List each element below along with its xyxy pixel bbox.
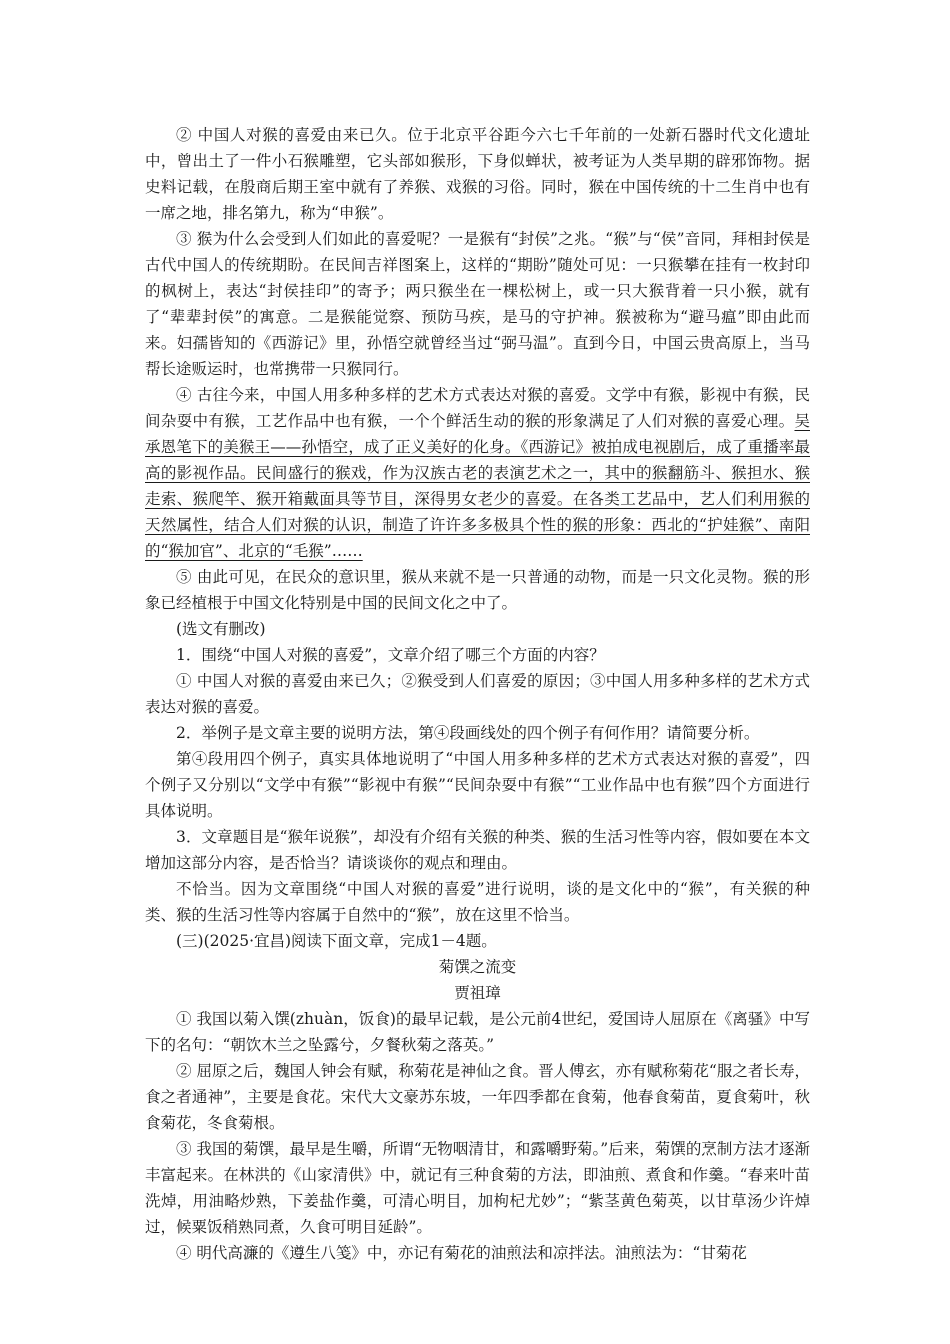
paragraph-4-intro: ④ 古往今来，中国人用多种多样的艺术方式表达对猴的喜爱。文学中有猴，影视中有猴，民间杂耍中有猴，工艺作品中也有猴，一个个鲜活生动的猴的形象满足了人们对猴的喜爱心理。 [145,386,810,430]
paragraph-4-underlined-examples: 吴承恩笔下的美猴王——孙悟空，成了正义美好的化身。《西游记》被拍成电视剧后，成了重播率最高的影视作品。民间盛行的猴戏，作为汉族古老的表演艺术之一，其中的猴翻筋斗、猴担水、猴走索、猴爬竿、猴开箱戴面具等节目，深得男女老少的喜爱。在各类工艺品中，艺人们利用猴的天然属性，结合人们对猴的认识，制造了许许多多极具个性的猴的形象：西北的“护娃猴”、南阳的“猴加官”、北京的“毛猴”…… [145,412,810,560]
article-paragraph-4: ④ 明代高濂的《遵生八笺》中，亦记有菊花的油煎法和凉拌法。油煎法为：“甘菊花 [176,1244,747,1262]
article-paragraph-3: ③ 我国的菊馔，最早是生嚼，所谓“无物咽清甘，和露嚼野菊。”后来，菊馔的烹制方法才逐渐丰富起来。在林洪的《山家清供》中，就记有三种食菊的方法，即油煎、煮食和作羹。“春来叶苗洗焯，用油略炒熟，下姜盐作羹，可清心明目，加枸杞尤妙”；“紫茎黄色菊英，以甘草汤少许焯过，候粟饭稍熟同煮，久食可明目延龄”。 [145,1140,810,1236]
article-author: 贾祖璋 [454,984,501,1002]
paragraph-2: ② 中国人对猴的喜爱由来已久。位于北京平谷距今六七千年前的一处新石器时代文化遗址中，曾出土了一件小石猴雕塑，它头部如猴形，下身似蝉状，被考证为人类早期的辟邪饰物。据史料记载，在殷商后期王室中就有了养猴、戏猴的习俗。同时，猴在中国传统的十二生肖中也有一席之地，排名第九，称为“申猴”。 [145,126,810,222]
answer-3: 不恰当。因为文章围绕“中国人对猴的喜爱”进行说明，谈的是文化中的“猴”，有关猴的种类、猴的生活习性等内容属于自然中的“猴”，放在这里不恰当。 [145,880,810,924]
article-title: 菊馔之流变 [438,958,517,976]
answer-2: 第④段用四个例子，真实具体地说明了“中国人用多种多样的艺术方式表达对猴的喜爱”，四个例子又分别以“文学中有猴”“影视中有猴”“民间杂耍中有猴”“工业作品中也有猴”四个方面进行具体说明。 [145,750,810,820]
answer-1: ① 中国人对猴的喜爱由来已久；②猴受到人们喜爱的原因；③中国人用多种多样的艺术方式表达对猴的喜爱。 [145,672,810,716]
question-3: 3．文章题目是“猴年说猴”，却没有介绍有关猴的种类、猴的生活习性等内容，假如要在本文增加这部分内容，是否恰当？请谈谈你的观点和理由。 [145,828,810,872]
section-3-heading: (三)(2025·宜昌)阅读下面文章，完成1－4题。 [176,932,497,950]
document-page [145,122,810,1266]
paragraph-5: ⑤ 由此可见，在民众的意识里，猴从来就不是一只普通的动物，而是一只文化灵物。猴的形象已经植根于中国文化特别是中国的民间文化之中了。 [145,568,810,612]
question-1: 1．围绕“中国人对猴的喜爱”，文章介绍了哪三个方面的内容？ [176,646,605,664]
article-paragraph-2: ② 屈原之后，魏国人钟会有赋，称菊花是神仙之食。晋人傅玄，亦有赋称菊花“服之者长寿，食之者通神”，主要是食花。宋代大文豪苏东坡，一年四季都在食菊，他春食菊苗，夏食菊叶，秋食菊花，冬食菊根。 [145,1062,810,1132]
question-2: 2．举例子是文章主要的说明方法，第④段画线处的四个例子有何作用？请简要分析。 [176,724,760,742]
paragraph-4 [145,382,810,564]
excerpt-note: (选文有删改) [176,620,266,638]
paragraph-3: ③ 猴为什么会受到人们如此的喜爱呢？一是猴有“封侯”之兆。“猴”与“侯”音同，拜相封侯是古代中国人的传统期盼。在民间吉祥图案上，这样的“期盼”随处可见：一只猴攀在挂有一枚封印的枫树上，表达“封侯挂印”的寄予；两只猴坐在一棵松树上，或一只大猴背着一只小猴，就有了“辈辈封侯”的寓意。二是猴能觉察、预防马疾，是马的守护神。猴被称为“避马瘟”即由此而来。妇孺皆知的《西游记》里，孙悟空就曾经当过“弼马温”。直到今日，中国云贵高原上，当马帮长途贩运时，也常携带一只猴同行。 [145,230,810,378]
article-paragraph-1: ① 我国以菊入馔(zhuàn，饭食)的最早记载，是公元前4世纪，爱国诗人屈原在《离骚》中写下的名句：“朝饮木兰之坠露兮，夕餐秋菊之落英。” [145,1010,810,1054]
